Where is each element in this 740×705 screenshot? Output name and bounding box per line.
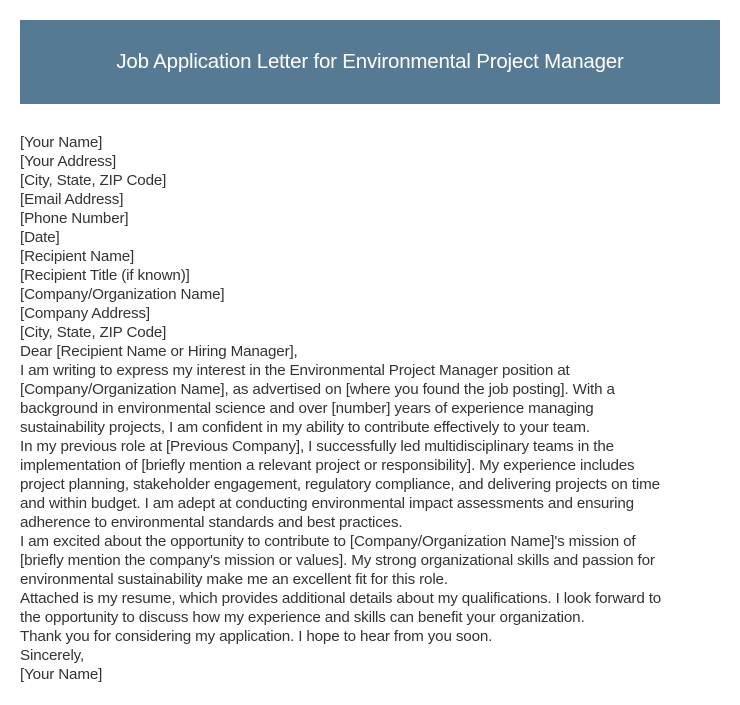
sender-email: [Email Address] — [20, 191, 124, 208]
paragraph-line: adherence to environmental standards and best practices. — [20, 514, 403, 531]
paragraph-line: environmental sustainability make me an excellent fit for this role. — [20, 571, 448, 588]
paragraph-line: In my previous role at [Previous Company], I successfully led multidisciplinary teams in the — [20, 438, 614, 455]
paragraph-line: sustainability projects, I am confident in my ability to contribute effectively to your team. — [20, 419, 590, 436]
paragraph-experience — [20, 437, 730, 532]
letter-body — [20, 133, 730, 684]
paragraph-line: background in environmental science and over [number] years of experience managing — [20, 400, 594, 417]
paragraph-line: I am excited about the opportunity to contribute to [Company/Organization Name]'s mission of — [20, 533, 636, 550]
recipient-block — [20, 247, 730, 342]
paragraph-line: project planning, stakeholder engagement, regulatory compliance, and delivering projects on time — [20, 476, 660, 493]
sender-block — [20, 133, 730, 247]
sender-address: [Your Address] — [20, 153, 117, 170]
recipient-title: [Recipient Title (if known)] — [20, 267, 190, 284]
paragraph-line: the opportunity to discuss how my experience and skills can benefit your organization. — [20, 609, 585, 626]
sender-name: [Your Name] — [20, 134, 103, 151]
paragraph-line: Thank you for considering my application. I hope to hear from you soon. — [20, 628, 493, 645]
paragraph-line: Attached is my resume, which provides additional details about my qualifications. I look forward to — [20, 590, 662, 607]
sender-phone: [Phone Number] — [20, 210, 129, 227]
salutation: Dear [Recipient Name or Hiring Manager], — [20, 343, 298, 360]
page-title: Job Application Letter for Environmental Project Manager — [116, 50, 624, 73]
sender-city-state-zip: [City, State, ZIP Code] — [20, 172, 167, 189]
paragraph-line: I am writing to express my interest in the Environmental Project Manager position at — [20, 362, 570, 379]
signature: [Your Name] — [20, 666, 103, 683]
letter-date: [Date] — [20, 229, 60, 246]
paragraph-intro — [20, 361, 730, 437]
recipient-city-state-zip: [City, State, ZIP Code] — [20, 324, 167, 341]
paragraph-line: [briefly mention the company's mission or values]. My strong organizational skills and passion for — [20, 552, 655, 569]
paragraph-line: [Company/Organization Name], as advertised on [where you found the job posting]. With a — [20, 381, 615, 398]
closing: Sincerely, — [20, 647, 85, 664]
paragraph-resume — [20, 589, 730, 627]
page-title-banner — [20, 20, 720, 104]
paragraph-mission — [20, 532, 730, 589]
recipient-address: [Company Address] — [20, 305, 150, 322]
recipient-company: [Company/Organization Name] — [20, 286, 225, 303]
paragraph-line: and within budget. I am adept at conducting environmental impact assessments and ensuring — [20, 495, 634, 512]
recipient-name: [Recipient Name] — [20, 248, 135, 265]
paragraph-line: implementation of [briefly mention a relevant project or responsibility]. My experience includes — [20, 457, 635, 474]
paragraph-thanks — [20, 627, 730, 646]
